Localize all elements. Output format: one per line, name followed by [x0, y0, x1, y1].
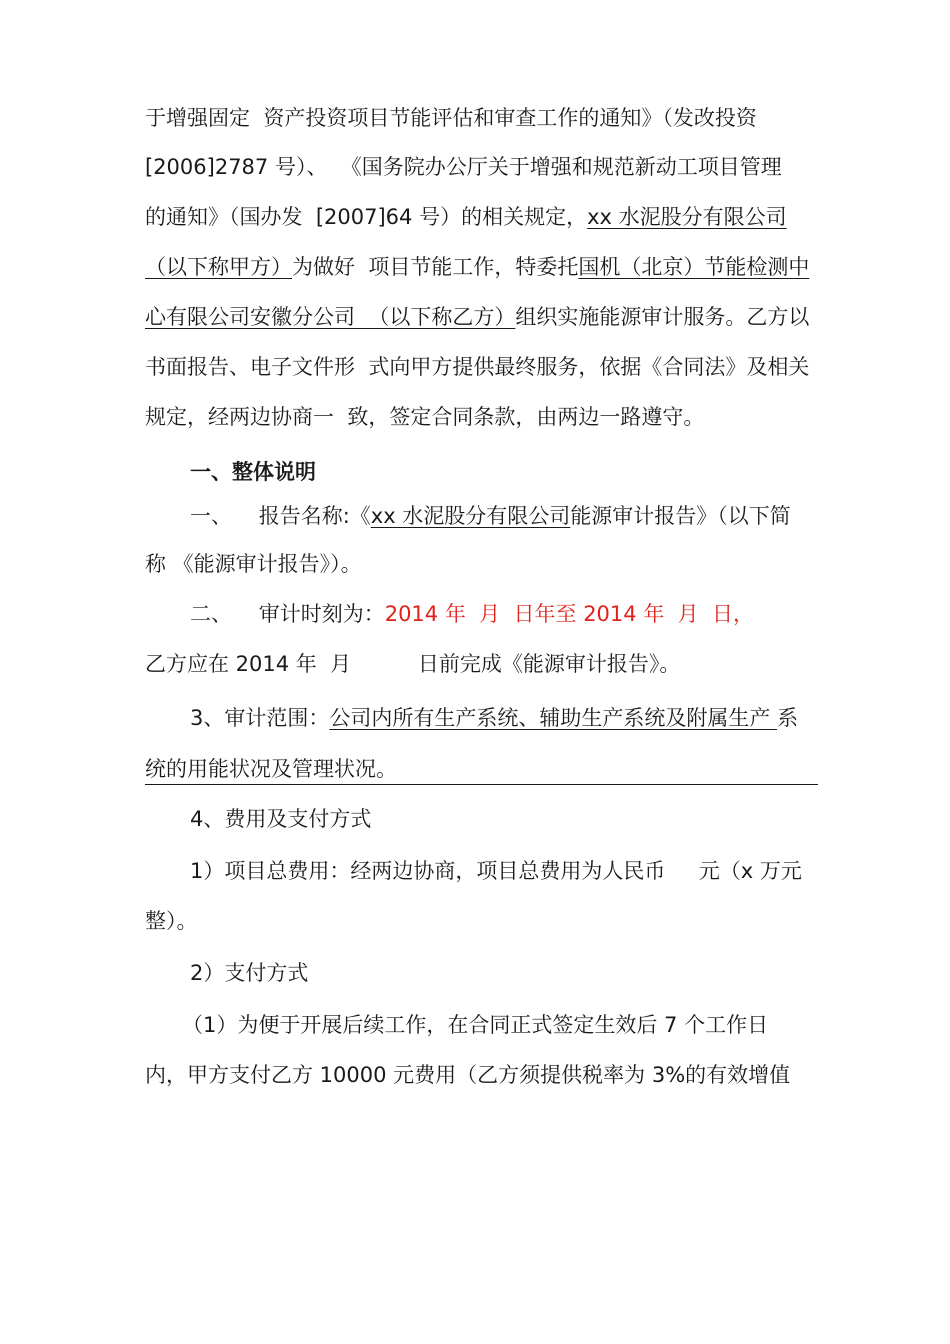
paragraph-line: [145, 403, 704, 431]
paragraph-line: [145, 1061, 790, 1089]
text-run: 2）支付方式: [190, 961, 309, 985]
text-run: 内，甲方支付乙方 10000 元费用（乙方须提供税率为 3%的有效增值: [145, 1063, 791, 1087]
text-run: 系: [777, 706, 799, 730]
party-a-alias: （以下称甲方）: [145, 255, 292, 279]
paragraph-line: [145, 104, 757, 132]
party-b-name: 国机（北京）节能检测中: [578, 255, 810, 279]
item-report-name: [190, 502, 791, 530]
text-run: 乙方应在 2014 年 月 日前完成《能源审计报告》。: [145, 652, 681, 676]
section-heading: [190, 458, 316, 486]
paragraph-line: [145, 153, 782, 181]
text-run: （1）为便于开展后续工作，在合同正式签定生效后 7 个工作日: [182, 1013, 769, 1037]
text-run: 二、 审计时刻为：: [190, 602, 385, 626]
horizontal-rule: [145, 784, 818, 785]
text-run: 4、费用及支付方式: [190, 807, 372, 831]
paragraph-line: [145, 353, 809, 381]
text-run: 书面报告、电子文件形 式向甲方提供最终服务，依据《合同法》及相关: [145, 355, 810, 379]
paragraph-line: [145, 907, 198, 935]
item-audit-scope: [190, 704, 798, 732]
paragraph-line: [145, 755, 397, 783]
text-run: 规定，经两边协商一 致，签定合同条款，由两边一路遵守。: [145, 405, 705, 429]
fee-total: [190, 857, 802, 885]
text-run: 一、 报告名称:《: [190, 504, 371, 528]
text-run: 3、审计范围：: [190, 706, 330, 730]
text-run: 能源审计报告》（以下简: [570, 504, 791, 528]
company-name: xx 水泥股分有限公司: [370, 504, 571, 528]
payment-method: [190, 959, 308, 987]
text-run: 于增强固定 资产投资项目节能评估和审查工作的通知》（发改投资: [145, 106, 757, 130]
payment-clause: [182, 1011, 768, 1039]
text-run: 称 《能源审计报告》）。: [145, 552, 362, 576]
paragraph-line: [145, 650, 680, 678]
paragraph-line: [145, 253, 809, 281]
text-run: 为做好 项目节能工作，特委托: [292, 255, 579, 279]
item-audit-period: [190, 600, 754, 628]
text-run: 整）。: [145, 909, 198, 933]
paragraph-line: [145, 203, 787, 231]
paragraph-line: [145, 303, 809, 331]
text-run: [2006]2787 号）、 《国务院办公厅关于增强和规范新动工项目管理: [145, 155, 782, 179]
party-b-name-cont: 心有限公司安徽分公司 （以下称乙方）: [145, 305, 516, 329]
party-a-name: xx 水泥股分有限公司: [587, 205, 787, 229]
paragraph-line: [145, 550, 362, 578]
text-run: 1）项目总费用：经两边协商，项目总费用为人民币 元（x 万元: [190, 859, 802, 883]
item-fees: [190, 805, 371, 833]
text-run: 的通知》（国办发 [2007]64 号）的相关规定，: [145, 205, 588, 229]
text-run: 统的用能状况及管理状况。: [145, 757, 397, 781]
audit-dates: 2014 年 月 日年至 2014 年 月 日，: [384, 602, 755, 626]
heading-text: 一、整体说明: [190, 460, 316, 484]
text-run: 组织实施能源审计服务。乙方以: [515, 305, 810, 329]
audit-scope-text: 公司内所有生产系统、辅助生产系统及附属生产: [329, 706, 778, 730]
